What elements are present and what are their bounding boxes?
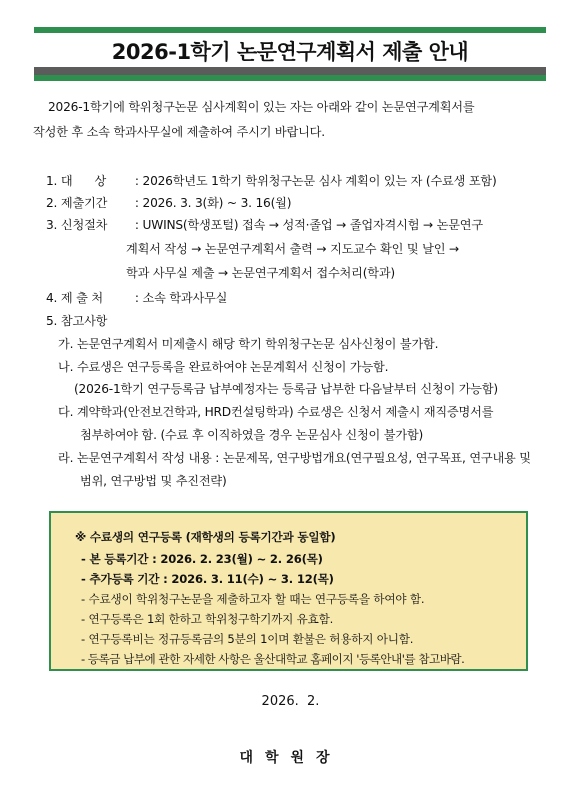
box-line-4: - 연구등록은 1회 한하고 학위청구학기까지 유효함.	[81, 612, 334, 626]
box-heading: ※ 수료생의 연구등록 (재학생의 등록기간과 동일함)	[75, 530, 336, 544]
item-colon: :	[134, 174, 139, 188]
signer-name: 대학원장	[239, 750, 342, 766]
note-text: 계약학과(안전보건학과, HRD컨설팅학과) 수료생은 신청서 제출시 재직증명서를	[76, 405, 494, 419]
note-mark: 다.	[58, 405, 74, 419]
box-line-2: - 추가등록 기간 : 2026. 3. 11(수) ~ 3. 12(목)	[81, 572, 334, 586]
box-line-5: - 연구등록비는 정규등록금의 5분의 1이며 환불은 허용하지 아니함.	[81, 632, 414, 646]
item-label: 참고사항	[60, 314, 108, 328]
enrollment-notice-box	[49, 511, 528, 671]
item-number: 4.	[46, 291, 58, 305]
box-line-3: - 수료생이 학위청구논문을 제출하고자 할 때는 연구등록을 하여야 함.	[81, 592, 425, 606]
item-5	[46, 313, 107, 329]
item-label: 제 출 처	[60, 291, 103, 305]
item-colon: :	[134, 218, 139, 232]
item-number: 5.	[46, 314, 58, 328]
procedure-cont-1: 계획서 작성 → 논문연구계획서 출력 → 지도교수 확인 및 날인 →	[126, 242, 459, 256]
top-green-rule	[34, 27, 546, 33]
note-na-line-2: (2026-1학기 연구등록금 납부예정자는 등록금 납부한 다음날부터 신청이 가능함)	[74, 382, 498, 396]
item-text: UWINS(학생포털) 접속 → 성적·졸업 → 졸업자격시험 → 논문연구	[142, 218, 483, 232]
note-text: 논문연구계획서 작성 내용 : 논문제목, 연구방법개요(연구필요성, 연구목표, 연구내용 및	[76, 451, 531, 465]
item-1	[46, 173, 497, 189]
intro-line-1: 2026-1학기에 학위청구논문 심사계획이 있는 자는 아래와 같이 논문연구계획서를	[48, 100, 475, 114]
document-date: 2026. 2.	[261, 694, 320, 709]
document-title: 2026-1학기 논문연구계획서 제출 안내	[111, 40, 469, 64]
item-4	[46, 290, 227, 306]
item-text: 2026학년도 1학기 학위청구논문 심사 계획이 있는 자 (수료생 포함)	[142, 174, 497, 188]
item-number: 2.	[46, 196, 58, 210]
item-colon: :	[134, 291, 139, 305]
intro-line-2: 작성한 후 소속 학과사무실에 제출하여 주시기 바랍니다.	[33, 125, 325, 139]
item-label: 신청절차	[60, 218, 108, 232]
item-text: 소속 학과사무실	[142, 291, 228, 305]
note-ra	[58, 450, 531, 466]
item-2	[46, 195, 291, 211]
note-na	[58, 359, 388, 375]
item-label: 제출기간	[60, 196, 108, 210]
procedure-cont-2: 학과 사무실 제출 → 논문연구계획서 접수처리(학과)	[126, 266, 395, 280]
item-3	[46, 217, 483, 233]
note-mark: 나.	[58, 360, 74, 374]
note-da-line-2: 첨부하여야 함. (수료 후 이직하였을 경우 논문심사 신청이 불가함)	[80, 428, 424, 442]
bottom-green-rule	[34, 75, 546, 81]
box-line-6: - 등록금 납부에 관한 자세한 사항은 울산대학교 홈페이지 '등록안내'를 참고바람.	[81, 652, 465, 666]
note-da	[58, 404, 493, 420]
item-number: 3.	[46, 218, 58, 232]
note-mark: 가.	[58, 337, 74, 351]
item-colon: :	[134, 196, 139, 210]
note-text: 수료생은 연구등록을 완료하여야 논문계획서 신청이 가능함.	[76, 360, 389, 374]
title-gray-rule	[34, 67, 546, 75]
note-ra-line-2: 범위, 연구방법 및 추진전략)	[80, 474, 227, 488]
note-text: 논문연구계획서 미제출시 해당 학기 학위청구논문 심사신청이 불가함.	[76, 337, 439, 351]
item-label: 대 상	[60, 174, 107, 188]
item-text: 2026. 3. 3(화) ~ 3. 16(월)	[142, 196, 292, 210]
note-mark: 라.	[58, 451, 74, 465]
item-number: 1.	[46, 174, 58, 188]
note-ga	[58, 336, 438, 352]
box-line-1: - 본 등록기간 : 2026. 2. 23(월) ~ 2. 26(목)	[81, 552, 323, 566]
